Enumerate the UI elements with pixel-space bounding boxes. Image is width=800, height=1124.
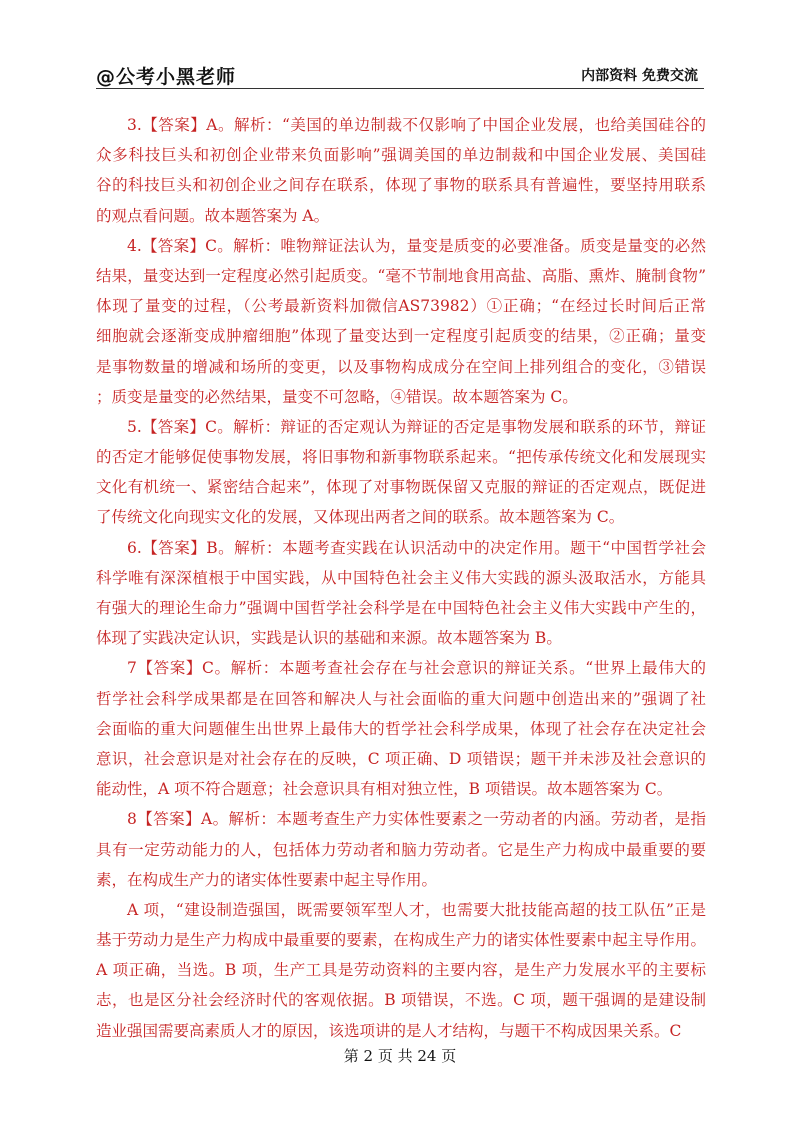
brand-watermark: @公考小黑老师 <box>96 66 237 88</box>
paragraph-answer-6 <box>96 533 706 654</box>
text-line: 意识，社会意识是对社会存在的反映，C 项正确、D 项错误；题干并未涉及社会意识的 <box>96 749 706 768</box>
header-tagline: 内部资料 免费交流 <box>581 68 698 84</box>
text-line: 会面临的重大问题催生出世界上最伟大的哲学社会科学成果，体现了社会存在决定社会 <box>96 719 706 738</box>
text-line: 基于劳动力是生产力构成中最重要的要素，在构成生产力的诸实体性要素中起主导作用。 <box>96 931 706 950</box>
text-line: 是事物数量的增减和场所的变更，以及事物构成成分在空间上排列组合的变化，③错误 <box>96 357 706 376</box>
page-header <box>96 60 704 89</box>
paragraph-answer-8-analysis <box>96 895 706 1046</box>
text-line: 素，在构成生产力的诸实体性要素中起主导作用。 <box>96 870 438 889</box>
text-line: ；质变是量变的必然结果，量变不可忽略，④错误。故本题答案为 C。 <box>96 387 578 406</box>
paragraph-answer-8 <box>96 804 706 895</box>
text-line: 志，也是区分社会经济时代的客观依据。B 项错误，不选。C 项，题干强调的是建设制 <box>96 991 706 1010</box>
text-line: 有强大的理论生命力”强调中国哲学社会科学是在中国特色社会主义伟大实践中产生的， <box>96 599 706 617</box>
text-line: A 项，“建设制造强国，既需要领军型人才，也需要大批技能高超的技工队伍”正是 <box>127 900 706 919</box>
text-line: 的否定才能够促使事物发展，将旧事物和新事物联系起来。“把传承传统文化和发展现实 <box>96 448 706 467</box>
paragraph-answer-3 <box>96 110 706 231</box>
text-line: 细胞就会逐渐变成肿瘤细胞”体现了量变达到一定程度引起质变的结果，②正确；量变 <box>96 327 706 346</box>
text-line: 4.【答案】C。解析：唯物辩证法认为，量变是质变的必要准备。质变是量变的必然 <box>127 236 706 255</box>
text-line: 具有一定劳动能力的人，包括体力劳动者和脑力劳动者。它是生产力构成中最重要的要 <box>96 840 706 859</box>
text-line: 造业强国需要高素质人才的原因，该选项讲的是人才结构，与题干不构成因果关系。C <box>96 1021 682 1040</box>
text-line: 体现了实践决定认识，实践是认识的基础和来源。故本题答案为 B。 <box>96 629 562 648</box>
text-line: 文化有机统一、紧密结合起来”，体现了对事物既保留又克服的辩证的否定观点，既促进 <box>96 478 706 497</box>
text-line: A 项正确，当选。B 项，生产工具是劳动资料的主要内容，是生产力发展水平的主要标 <box>96 961 706 980</box>
text-line: 8【答案】A。解析：本题考查生产力实体性要素之一劳动者的内涵。劳动者，是指 <box>127 810 706 829</box>
text-line: 科学唯有深深植根于中国实践，从中国特色社会主义伟大实践的源头汲取活水，方能具 <box>96 568 706 587</box>
text-line: 众多科技巨头和初创企业带来负面影响”强调美国的单边制裁和中国企业发展、美国硅 <box>96 146 706 165</box>
page-number: 第 2 页 共 24 页 <box>343 1047 457 1065</box>
paragraph-answer-4 <box>96 231 706 412</box>
text-line: 体现了量变的过程，（公考最新资料加微信AS73982）①正确；“在经过长时间后正常 <box>96 297 706 316</box>
text-line: 的观点看问题。故本题答案为 A。 <box>96 206 330 225</box>
paragraph-answer-7 <box>96 653 706 804</box>
text-line: 谷的科技巨头和初创企业之间存在联系，体现了事物的联系具有普遍性，要坚持用联系 <box>96 176 706 195</box>
answer-explanations <box>96 110 706 1046</box>
text-line: 结果，量变达到一定程度必然引起质变。“毫不节制地食用高盐、高脂、熏炸、腌制食物” <box>96 266 706 285</box>
paragraph-answer-5 <box>96 412 706 533</box>
text-line: 了传统文化向现实文化的发展，又体现出两者之间的联系。故本题答案为 C。 <box>96 508 625 527</box>
text-line: 5.【答案】C。解析：辩证的否定观认为辩证的否定是事物发展和联系的环节，辩证 <box>127 417 706 436</box>
text-line: 6.【答案】B。解析：本题考查实践在认识活动中的决定作用。题干“中国哲学社会 <box>127 538 706 557</box>
text-line: 哲学社会科学成果都是在回答和解决人与社会面临的重大问题中创造出来的”强调了社 <box>96 689 706 708</box>
text-line: 7【答案】C。解析：本题考查社会存在与社会意识的辩证关系。“世界上最伟大的 <box>127 659 706 678</box>
text-line: 能动性，A 项不符合题意；社会意识具有相对独立性，B 项错误。故本题答案为 C。 <box>96 780 673 799</box>
text-line: 3.【答案】A。解析：“美国的单边制裁不仅影响了中国企业发展，也给美国硅谷的 <box>127 116 706 134</box>
